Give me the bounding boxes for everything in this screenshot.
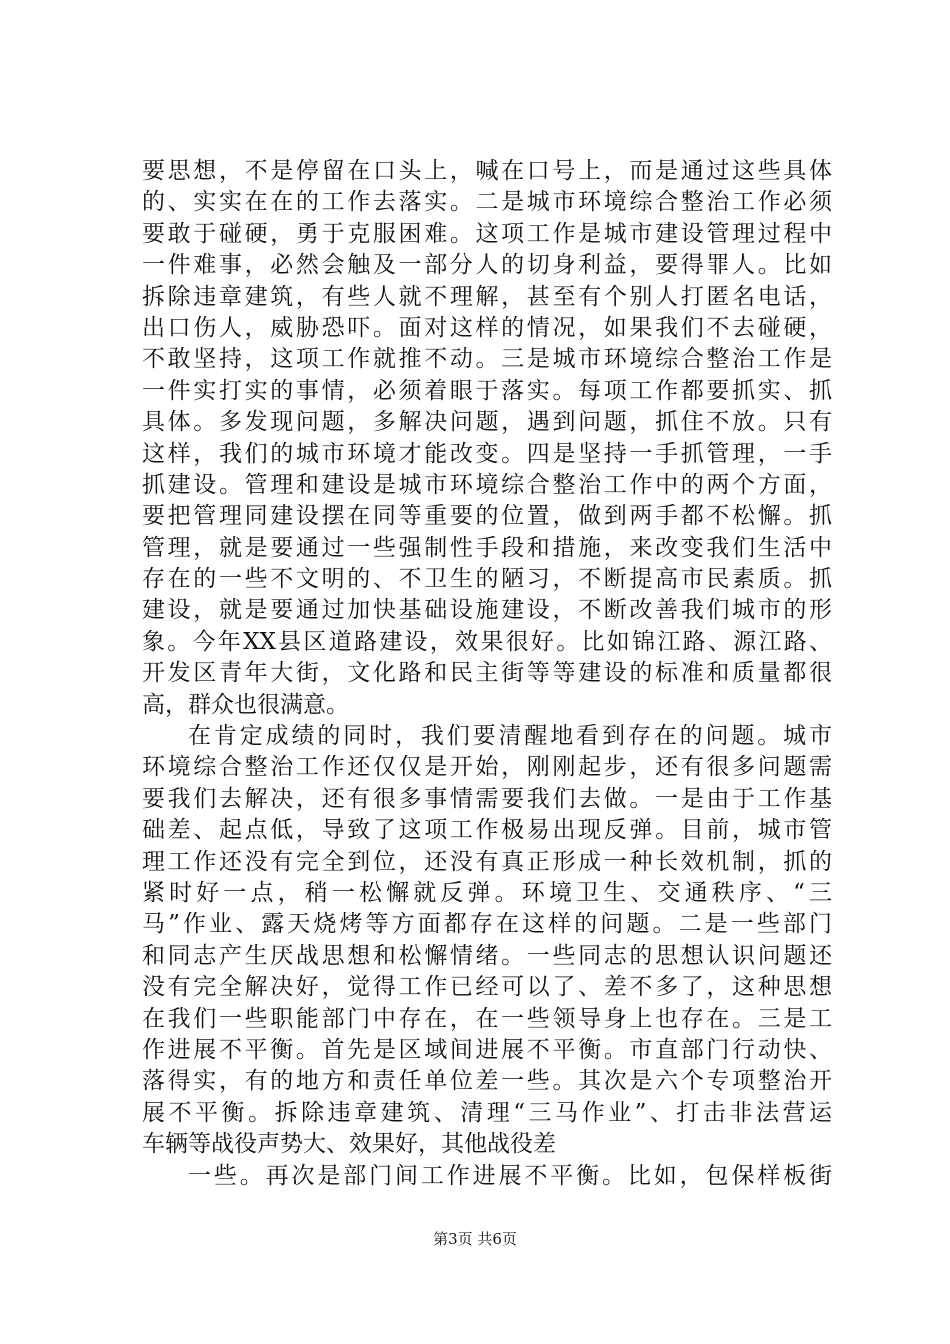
text-line: 紧时好一点，稍一松懈就反弹。环境卫生、交通秩序、“三 [142, 879, 832, 906]
text-line: 理工作还没有完全到位，还没有真正形成一种长效机制，抓的 [142, 848, 832, 875]
text-line: 作进展不平衡。首先是区域间进展不平衡。市直部门行动快、 [142, 1036, 832, 1063]
text-line: 没有完全解决好，觉得工作已经可以了、差不多了，这种思想 [142, 974, 832, 1001]
text-line: 要敢于碰硬，勇于克服困难。这项工作是城市建设管理过程中 [142, 220, 832, 247]
text-line: 要思想，不是停留在口头上，喊在口号上，而是通过这些具体 [142, 158, 832, 184]
text-line: 一件难事，必然会触及一部分人的切身利益，要得罪人。比如 [142, 252, 832, 279]
text-line: 建设，就是要通过加快基础设施建设，不断改善我们城市的形 [142, 597, 832, 624]
text-line: 管理，就是要通过一些强制性手段和措施，来改变我们生活中 [142, 534, 832, 561]
text-line: 和同志产生厌战思想和松懈情绪。一些同志的思想认识问题还 [142, 942, 832, 969]
page-footer: 第3页 共6页 [433, 1230, 517, 1248]
text-line: 存在的一些不文明的、不卫生的陋习，不断提高市民素质。抓 [142, 566, 832, 593]
text-line: 车辆等战役声势大、效果好，其他战役差 [142, 1131, 556, 1158]
text-line: 要把管理同建设摆在同等重要的位置，做到两手都不松懈。抓 [142, 503, 832, 530]
text-line: 具体。多发现问题，多解决问题，遇到问题，抓住不放。只有 [142, 409, 832, 436]
body-text [142, 156, 832, 1192]
text-line: 要我们去解决，还有很多事情需要我们去做。一是由于工作基 [142, 785, 832, 812]
text-line: 高，群众也很满意。 [142, 691, 349, 718]
text-line: 的、实实在在的工作去落实。二是城市环境综合整治工作必须 [142, 189, 832, 216]
text-line: 不敢坚持，这项工作就推不动。三是城市环境综合整治工作是 [142, 346, 832, 373]
text-line: 落得实，有的地方和责任单位差一些。其次是六个专项整治开 [142, 1068, 832, 1095]
text-line: 出口伤人，威胁恐吓。面对这样的情况，如果我们不去碰硬， [142, 314, 832, 341]
text-line: 象。今年XX县区道路建设，效果很好。比如锦江路、源江路、 [142, 628, 832, 655]
text-line: 马”作业、露天烧烤等方面都存在这样的问题。二是一些部门 [142, 911, 832, 938]
text-line: 拆除违章建筑，有些人就不理解，甚至有个别人打匿名电话， [142, 283, 832, 310]
text-line: 一件实打实的事情，必须着眼于落实。每项工作都要抓实、抓 [142, 377, 832, 404]
text-line: 础差、起点低，导致了这项工作极易出现反弹。目前，城市管 [142, 817, 832, 844]
text-line: 展不平衡。拆除违章建筑、清理“三马作业”、打击非法营运 [142, 1099, 832, 1126]
text-line: 抓建设。管理和建设是城市环境综合整治工作中的两个方面， [142, 471, 832, 498]
paragraph-start-line: 在肯定成绩的同时，我们要清醒地看到存在的问题。城市 [188, 723, 832, 750]
paragraph-start-line: 一些。再次是部门间工作进展不平衡。比如，包保样板街 [188, 1162, 832, 1189]
text-line: 在我们一些职能部门中存在，在一些领导身上也存在。三是工 [142, 1005, 832, 1032]
text-line: 开发区青年大街，文化路和民主街等等建设的标准和质量都很 [142, 660, 832, 687]
text-line: 环境综合整治工作还仅仅是开始，刚刚起步，还有很多问题需 [142, 754, 832, 781]
text-line: 这样，我们的城市环境才能改变。四是坚持一手抓管理，一手 [142, 440, 832, 467]
